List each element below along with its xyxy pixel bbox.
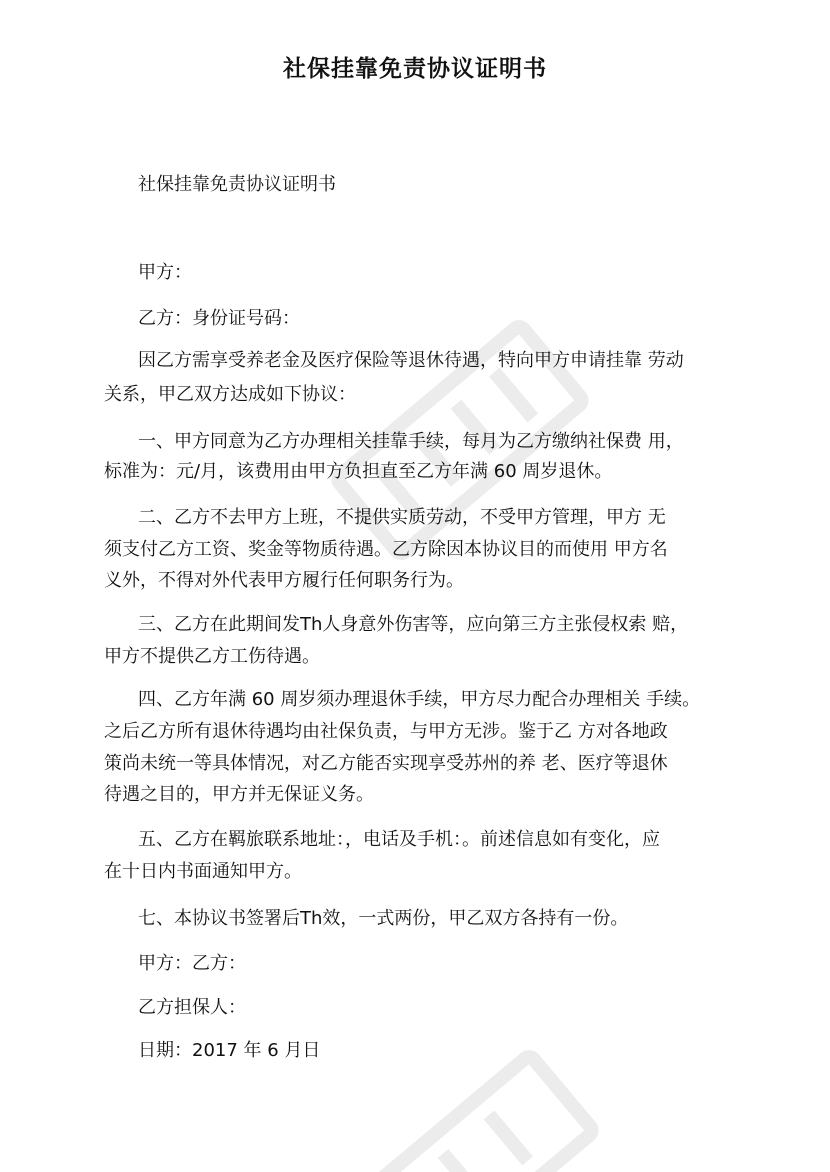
document-title: 社保挂靠免责协议证明书 [283, 56, 547, 82]
clause2-line-1: 二、乙方不去甲方上班，不提供实质劳动，不受甲方管理，甲方 无 [138, 507, 666, 528]
clause1-line-1: 一、甲方同意为乙方办理相关挂靠手续，每月为乙方缴纳社保费 用， [138, 431, 684, 452]
clause4-line-3: 策尚未统一等具体情况，对乙方能否实现享受苏州的养 老、医疗等退休 [104, 753, 668, 774]
clause1-line-2: 标准为：元/月，该费用由甲方负担直至乙方年满 60 周岁退休。 [104, 461, 613, 482]
intro-line-2: 关系，甲乙双方达成如下协议： [104, 384, 356, 405]
clause3-line-2: 甲方不提供乙方工伤待遇。 [104, 646, 320, 667]
party-b-line: 乙方：身份证号码： [138, 308, 300, 329]
signatures-line: 甲方：乙方： [138, 953, 246, 974]
clause4-line-4: 待遇之目的，甲方并无保证义务。 [104, 784, 374, 805]
document-subtitle: 社保挂靠免责协议证明书 [138, 174, 336, 195]
clause4-line-1: 四、乙方年满 60 周岁须办理退休手续，甲方尽力配合办理相关 手续。 [138, 689, 701, 710]
clause5-line-1: 五、乙方在羁旅联系地址：，电话及手机：。前述信息如有变化，应 [138, 829, 660, 850]
clause7-line: 七、本协议书签署后Th效，一式两份，甲乙双方各持有一份。 [138, 908, 629, 929]
guarantor-line: 乙方担保人： [138, 997, 246, 1018]
date-line: 日期：2017 年 6 月日 [138, 1040, 321, 1061]
clause4-line-2: 之后乙方所有退休待遇均由社保负责，与甲方无涉。鉴于乙 方对各地政 [104, 721, 668, 742]
party-a-line: 甲方： [138, 262, 192, 283]
watermark-mark [320, 1020, 620, 1172]
intro-line-1: 因乙方需享受养老金及医疗保险等退休待遇，特向甲方申请挂靠 劳动 [138, 350, 684, 371]
clause3-line-1: 三、乙方在此期间发Th人身意外伤害等，应向第三方主张侵权索 赔， [138, 614, 689, 635]
clause5-line-2: 在十日内书面通知甲方。 [104, 861, 302, 882]
clause2-line-3: 义外，不得对外代表甲方履行任何职务行为。 [104, 570, 464, 591]
clause2-line-2: 须支付乙方工资、奖金等物质待遇。乙方除因本协议目的而使用 甲方名 [104, 539, 668, 560]
